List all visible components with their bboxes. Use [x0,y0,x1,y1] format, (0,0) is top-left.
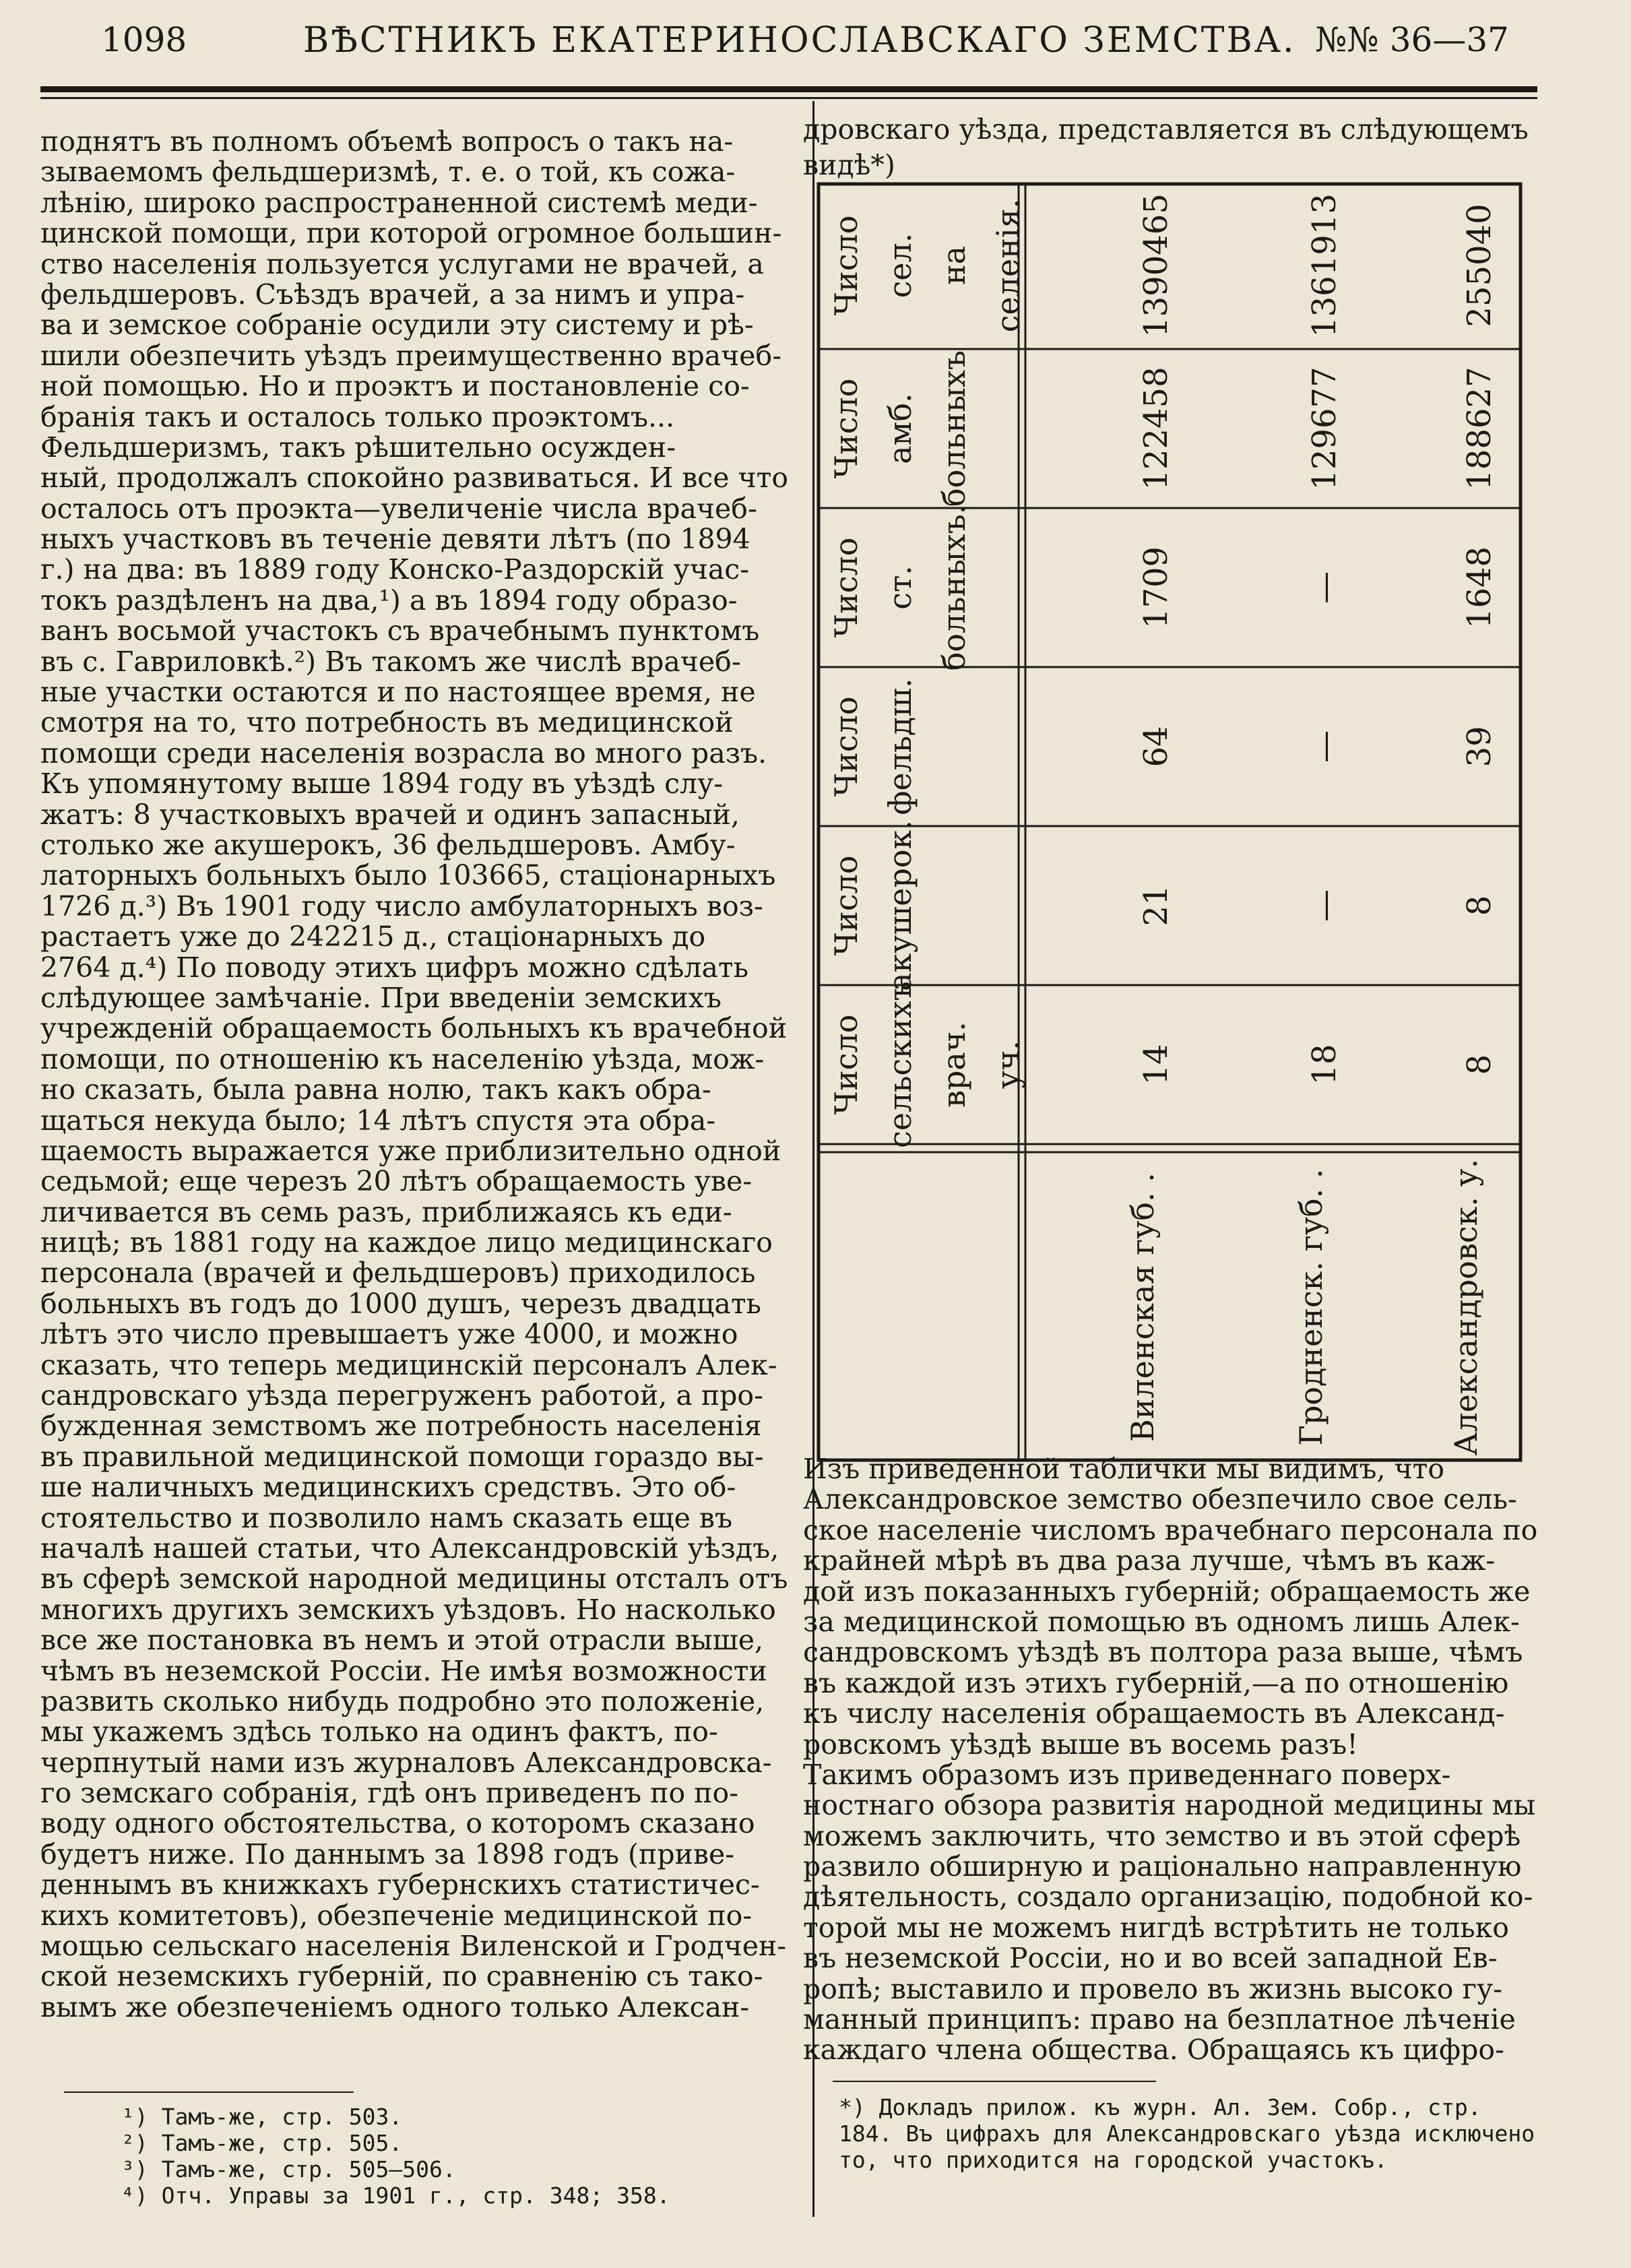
table-header-word: сельскихъ [882,981,918,1148]
text-line: манный принципъ: право на безплатное лѣченіе [803,2003,1516,2036]
text-line: 1726 д.³) Въ 1901 году число амбулаторныхъ воз- [40,889,763,922]
page-header [101,20,1509,67]
left-column-text [40,127,802,2023]
right-footnote-rule [833,2081,1156,2082]
text-line: ницѣ; въ 1881 году на каждое лицо медицинскаго [40,1226,773,1259]
table-header-word: больныхъ. [936,504,972,671]
text-line: ское населеніе числомъ врачебнаго персонала по [803,1513,1538,1546]
text-line: токъ раздѣленъ на два,¹) а въ 1894 году образо- [40,584,738,617]
text-line: каждаго члена общества. Обращаясь къ цифро- [803,2034,1504,2067]
right-footnotes [839,2094,1535,2173]
table-header [828,199,1026,332]
table-cell: 255040 [1461,203,1498,327]
table-header-word: на [936,245,972,286]
text-line: будетъ ниже. По даннымъ за 1898 годъ (приве- [40,1837,735,1870]
text-line: седьмой; еще черезъ 20 лѣтъ обращаемость уве- [40,1165,753,1198]
text-line: столько же акушерокъ, 36 фельдшеровъ. Амбу- [40,828,736,861]
text-line: учрежденій обращаемость больныхъ къ врачебной [40,1012,788,1045]
table-header-word: сел. [882,232,918,298]
table-header [828,505,972,671]
right-column-intro [803,112,1537,183]
text-line: въ с. Гавриловкѣ.²) Въ такомъ же числѣ врачеб- [40,645,741,678]
table-cell: 188627 [1461,367,1498,491]
text-line: въ сферѣ земской народной медицины отсталъ отъ [40,1563,788,1596]
text-line: Такимъ образомъ изъ приведеннаго поверх- [803,1758,1451,1791]
text-line: сандровскаго уѣзда перегруженъ работой, а про- [40,1379,763,1412]
table-header [828,981,1026,1148]
text-line: воду одного обстоятельства, о которомъ сказано [40,1807,755,1840]
text-line: дровскаго уѣзда, представляется въ слѣдующемъ [803,113,1529,146]
text-line: помощи среди населенія возрасла во много разъ. [40,736,767,769]
footnote: 184. Въ цифрахъ для Александровскаго уѣзда исключено [839,2120,1535,2147]
table-header-word: врач. [936,1021,972,1108]
text-line: въ каждой изъ этихъ губерній,—а по отношенію [803,1666,1509,1699]
table-cell: 8 [1461,1054,1498,1075]
table-cell: 122458 [1137,367,1175,491]
table-header-word: Число [828,1014,864,1115]
table-header [828,678,918,815]
text-line: сандровскомъ уѣздѣ въ полтора раза выше, чѣмъ [803,1636,1523,1669]
text-line: мощью сельскаго населенія Виленской и Гродчен- [40,1930,787,1963]
table-cell: 1709 [1137,546,1175,629]
footnote: ²) Тамъ-же, стр. 505. [121,2130,403,2156]
text-line: стоятельство и позволило намъ сказать еще въ [40,1501,733,1534]
text-line: бранія такъ и осталось только проэктомъ... [40,400,675,433]
text-line: ностнаго обзора развитія народной медицины мы [803,1789,1536,1822]
table-cell: 8 [1461,895,1498,916]
text-line: г.) на два: въ 1889 году Конско-Раздорскій учас- [40,553,750,586]
text-line: сказать, что теперь медицинскій персоналъ Алек- [40,1348,777,1381]
text-line: ные участки остаются и по настоящее время, не [40,676,756,709]
text-line: къ числу населенія обращаемость въ Александ- [803,1697,1505,1730]
text-line: помощи, по отношенію къ населенію уѣзда, мож- [40,1042,765,1075]
text-line: лѣнію, широко распространенной системѣ меди- [40,186,758,219]
text-line: ныхъ участковъ въ теченіе девяти лѣтъ (по 1894 [40,523,750,556]
text-line: въ правильной медицинской помощи гораздо вы- [40,1440,764,1473]
text-line: растаетъ уже до 242215 д., стаціонарныхъ до [40,920,706,953]
table-cell: 1361913 [1306,193,1343,338]
text-line: Фельдшеризмъ, такъ рѣшительно осужден- [40,431,676,464]
table-cell: 1648 [1461,546,1498,629]
text-line: щаемость выражается уже приблизительно одной [40,1134,781,1167]
text-line: ва и земское собраніе осудили эту систему и рѣ- [40,309,754,342]
text-line: крайней мѣрѣ въ два раза лучше, чѣмъ въ каж- [803,1544,1496,1577]
text-line: личивается въ семь разъ, приближаясь къ еди- [40,1195,732,1228]
left-footnote-rule [64,2091,354,2093]
text-line: началѣ нашей статьи, что Александровскій уѣздъ, [40,1532,779,1565]
text-line: деннымъ въ книжкахъ губернскихъ статистичес- [40,1868,760,1901]
text-line: Изъ приведенной таблички мы видимъ, что [803,1453,1445,1485]
text-line: за медицинской помощью въ одномъ лишь Алек- [803,1605,1520,1638]
text-line: фельдшеровъ. Съѣздъ врачей, а за нимъ и упра- [40,278,745,311]
table-row-label: Александровск. у. [1448,1158,1484,1456]
table-header-word: ст. [882,565,918,610]
issue-number: №№ 36—37 [1315,20,1509,59]
text-line: развить сколько нибудь подробно это положеніе, [40,1684,765,1718]
text-line: торой мы не можемъ нигдѣ встрѣтить не только [803,1911,1509,1944]
text-line: ропѣ; выставило и провело въ жизнь высоко гу- [803,1972,1502,2005]
table-cell: 14 [1137,1044,1175,1085]
text-line: латорныхъ больныхъ было 103665, стаціонарныхъ [40,859,776,892]
text-line: ство населенія пользуется услугами не врачей, а [40,247,764,280]
text-line: осталось отъ проэкта—увеличеніе числа врачеб- [40,492,757,525]
table-header-word: Число [828,378,864,479]
table-header-word: Число [828,215,864,316]
text-line: въ неземской Россіи, но и во всей западной Ев- [803,1942,1498,1975]
table-header [828,820,918,991]
text-line: больныхъ въ годъ до 1000 душъ, черезъ двадцать [40,1287,761,1320]
page-number: 1098 [101,20,187,59]
table-header-word: Число [828,855,864,956]
left-footnotes [121,2104,670,2209]
table-cell: 18 [1306,1044,1343,1085]
text-line: многихъ другихъ земскихъ уѣздовъ. Но насколько [40,1593,776,1626]
text-line: ской неземскихъ губерній, по сравненію съ тако- [40,1960,763,1993]
text-line: поднятъ въ полномъ объемѣ вопросъ о такъ на- [40,125,734,158]
text-line: Къ упомянутому выше 1894 году въ уѣздѣ слу- [40,767,724,800]
text-line: смотря на то, что потребность въ медицинской [40,706,734,739]
table-header-word: Число [828,696,864,797]
footnote: ⁴) Отч. Управы за 1901 г., стр. 348; 358. [121,2182,670,2209]
right-column-text [803,1454,1537,2066]
text-line: жатъ: 8 участковыхъ врачей и одинъ запасный, [40,798,740,831]
table-cell: 21 [1137,885,1175,926]
text-line: ше наличныхъ медицинскихъ средствъ. Это об- [40,1471,736,1504]
text-line: ный, продолжалъ спокойно развиваться. И все что [40,462,789,495]
table-cell: 64 [1137,726,1175,767]
header-rule-thick [40,86,1537,92]
table-header-word: амб. [882,393,918,464]
text-line: цинской помощи, при которой огромное большин- [40,217,782,250]
statistics-table [817,182,1523,1462]
table-cell: 39 [1461,726,1498,767]
text-line: но сказать, была равна нолю, такъ какъ обра- [40,1073,711,1106]
text-line: щаться некуда было; 14 лѣтъ спустя эта обра- [40,1104,716,1137]
text-line: видѣ*) [803,149,895,181]
text-line: вымъ же обезпеченіемъ одного только Алексан- [40,1990,750,2023]
text-line: лѣтъ это число превышаетъ уже 4000, и можно [40,1318,738,1351]
text-line: шили обезпечить уѣздъ преимущественно врачеб- [40,339,782,372]
table-header-word: селенія. [990,198,1026,333]
text-line: чѣмъ въ неземской Россіи. Не имѣя возможности [40,1654,767,1687]
text-line: развило обширную и раціонально направленную [803,1850,1522,1883]
text-line: зываемомъ фельдшеризмѣ, т. е. о той, къ сожа- [40,156,736,189]
text-line: бужденная земствомъ же потребность населенія [40,1410,762,1443]
text-line: мы укажемъ здѣсь только на одинъ фактъ, по- [40,1715,718,1749]
header-rule-thin [40,97,1537,99]
footnote: то, что приходится на городской участокъ. [839,2147,1388,2173]
table-row-label: Виленская губ. . [1124,1172,1161,1442]
table-cell: 129677 [1306,367,1343,491]
table-header-word: акушерок. [882,820,918,991]
table-header-word: Число [828,537,864,638]
table-cell: — [1306,889,1343,922]
text-line: персонала (врачей и фельдшеровъ) приходилось [40,1257,756,1290]
table-cell: 1390465 [1137,193,1175,338]
text-line: все же постановка въ немъ и этой отрасли выше, [40,1624,764,1657]
table-cell: — [1306,571,1343,604]
text-line: дой изъ показанныхъ губерній; обращаемость же [803,1575,1531,1608]
text-line: кихъ комитетовъ), обезпеченіе медицинской по- [40,1899,753,1932]
footnote: ¹) Тамъ-же, стр. 503. [121,2104,403,2130]
text-line: 2764 д.⁴) По поводу этихъ цифръ можно сдѣлать [40,951,748,984]
journal-title: ВѢСТНИКЪ ЕКАТЕРИНОСЛАВСКАГО ЗЕМСТВА. [303,20,1296,61]
footnote: *) Докладъ прилож. къ журн. Ал. Зем. Собр., стр. [839,2094,1481,2120]
table-header-word: фельдш. [882,678,918,815]
text-line: ванъ восьмой участокъ съ врачебнымъ пунктомъ [40,615,760,648]
table-row-label: Гродненск. губ. . [1293,1168,1329,1446]
table-header [828,350,972,507]
text-line: можемъ заключить, что земство и въ этой сферѣ [803,1819,1521,1852]
text-line: ной помощью. Но и проэктъ и постановленіе со- [40,370,750,403]
table-cell: — [1306,730,1343,763]
text-line: дѣятельность, создало организацію, подобной ко- [803,1881,1533,1914]
text-line: го земскаго собранія, гдѣ онъ приведенъ по по- [40,1777,739,1810]
table-header-word: больныхъ [936,350,972,507]
footnote: ³) Тамъ-же, стр. 505—506. [121,2156,456,2182]
text-line: слѣдующее замѣчаніе. При введеніи земскихъ [40,981,722,1014]
text-line: черпнутый нами изъ журналовъ Александровска- [40,1746,772,1779]
text-line: Александровское земство обезпечило свое сель- [803,1483,1517,1516]
table-header-word: уч. [990,1040,1026,1090]
text-line: ровскомъ уѣздѣ выше въ восемь разъ! [803,1728,1358,1761]
